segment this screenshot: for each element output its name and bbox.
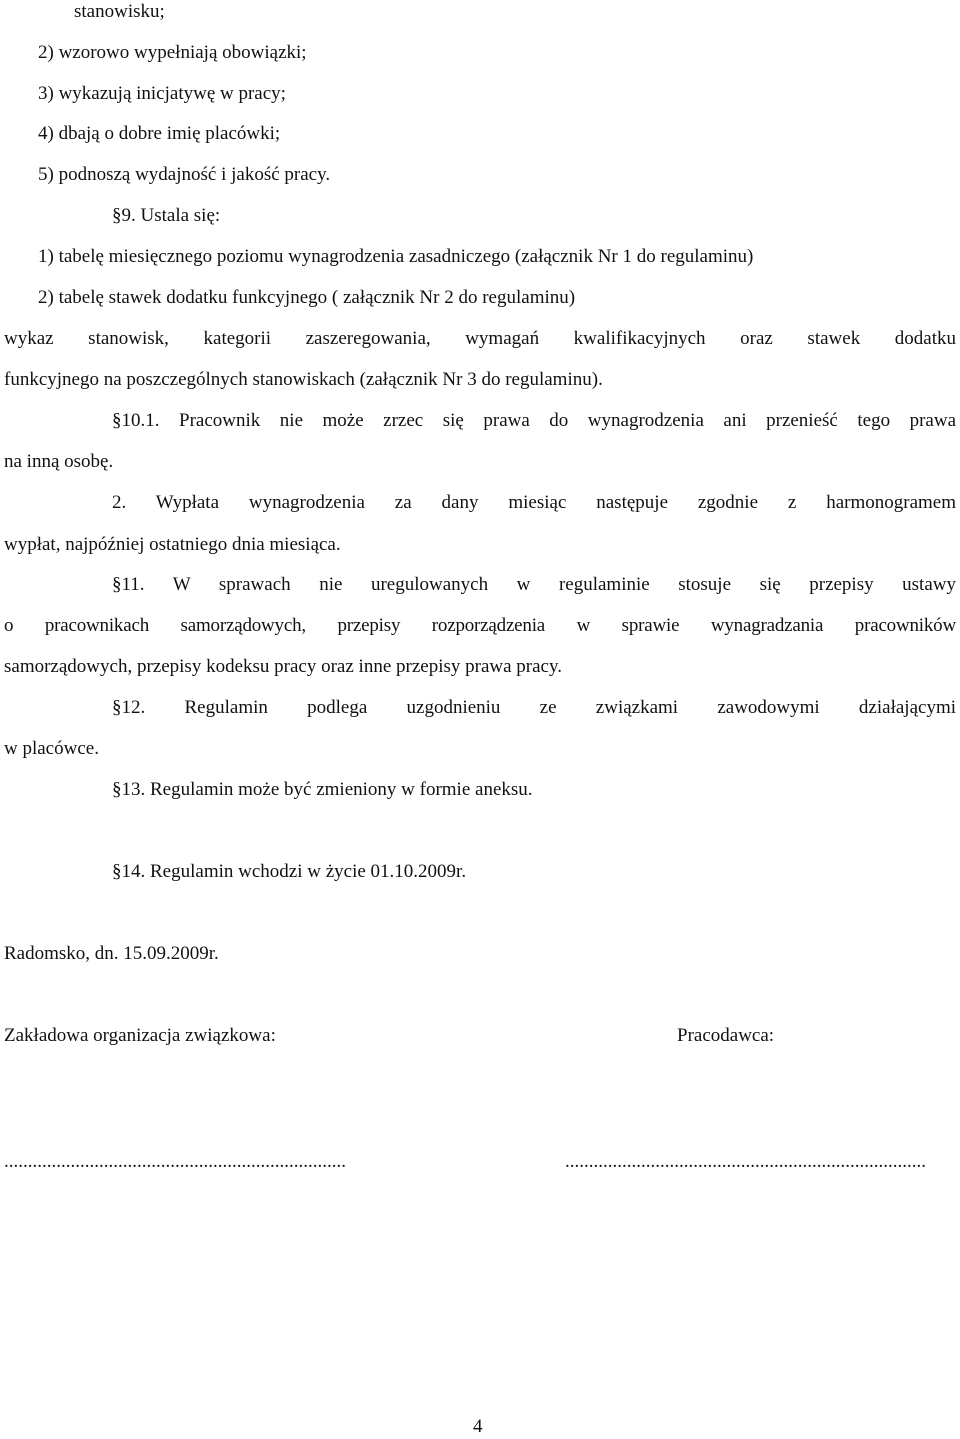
section-10-paragraph-2-line: wypłat, najpóźniej ostatniego dnia miesiąca.: [4, 534, 341, 555]
section-10-paragraph-1-line: na inną osobę.: [4, 451, 114, 472]
section-12-line: §12. Regulamin podlega uzgodnieniu ze związkami zawodowymi działającymi: [112, 697, 956, 718]
section-11-line: §11. W sprawach nie uregulowanych w regulaminie stosuje się przepisy ustawy: [112, 574, 956, 595]
section-9-paragraph-line: wykaz stanowisk, kategorii zaszeregowania, wymagań kwalifikacyjnych oraz stawek dodatku: [4, 328, 956, 349]
signature-line-employer: ............................................................................: [565, 1151, 926, 1172]
section-11-line: o pracownikach samorządowych, przepisy rozporządzenia w sprawie wynagradzania pracowników: [4, 615, 956, 636]
section-12-line: w placówce.: [4, 738, 99, 759]
list-item: 2) tabelę stawek dodatku funkcyjnego ( załącznik Nr 2 do regulaminu): [38, 287, 576, 308]
list-item: 3) wykazują inicjatywę w pracy;: [38, 83, 286, 104]
list-item: 4) dbają o dobre imię placówki;: [38, 123, 281, 144]
list-continuation: stanowisku;: [74, 1, 165, 22]
section-14: §14. Regulamin wchodzi w życie 01.10.2009r.: [112, 861, 467, 882]
section-13: §13. Regulamin może być zmieniony w formie aneksu.: [112, 779, 533, 800]
list-item: 2) wzorowo wypełniają obowiązki;: [38, 42, 307, 63]
page-number: 4: [473, 1416, 483, 1437]
section-9-heading: §9. Ustala się:: [112, 205, 221, 226]
list-item: 1) tabelę miesięcznego poziomu wynagrodzenia zasadniczego (załącznik Nr 1 do regulaminu): [38, 246, 754, 267]
signature-label-employer: Pracodawca:: [677, 1025, 775, 1046]
section-10-paragraph-1-line: §10.1. Pracownik nie może zrzec się prawa do wynagrodzenia ani przenieść tego prawa: [112, 410, 956, 431]
signature-line-union: ........................................................................: [4, 1151, 346, 1172]
section-9-paragraph-line: funkcyjnego na poszczególnych stanowiskach (załącznik Nr 3 do regulaminu).: [4, 369, 603, 390]
section-10-paragraph-2-line: 2. Wypłata wynagrodzenia za dany miesiąc następuje zgodnie z harmonogramem: [112, 492, 956, 513]
signature-label-union: Zakładowa organizacja związkowa:: [4, 1025, 276, 1046]
place-and-date: Radomsko, dn. 15.09.2009r.: [4, 943, 219, 964]
section-11-line: samorządowych, przepisy kodeksu pracy oraz inne przepisy prawa pracy.: [4, 656, 562, 677]
list-item: 5) podnoszą wydajność i jakość pracy.: [38, 164, 331, 185]
